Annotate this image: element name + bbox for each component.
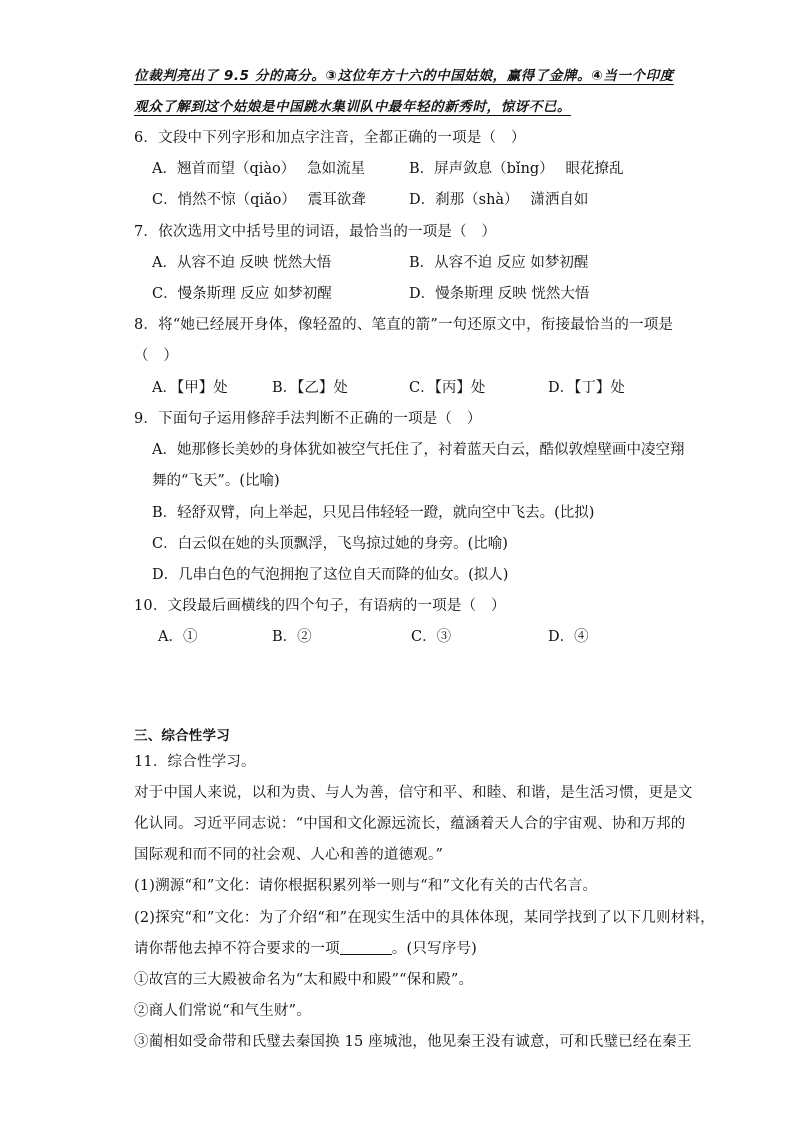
q8-option-b[interactable]: B．【乙】处 <box>272 380 348 396</box>
q11-paragraph-line-3: 国际观和而不同的社会观、人心和善的道德观。” <box>134 847 444 863</box>
question-8-stem: 8．将“她已经展开身体，像轻盈的、笔直的箭”一句还原文中，衔接最恰当的一项是 <box>134 317 674 333</box>
q10-option-c[interactable]: C．③ <box>411 629 452 645</box>
q11-subquestion-1: (1)溯源“和”文化：请你根据积累列举一则与“和”文化有关的古代名言。 <box>134 878 598 894</box>
q6-option-a[interactable]: A．翘首而望（qiào） 急如流星 <box>152 161 366 177</box>
q6-option-b[interactable]: B．屏声敛息（bǐng） 眼花撩乱 <box>409 161 624 177</box>
q10-option-a[interactable]: A．① <box>158 629 198 645</box>
q11-subquestion-2: (2)探究“和”文化：为了介绍“和”在现实生活中的具体体现，某同学找到了以下几则材料， <box>134 910 715 926</box>
q9-option-a[interactable]: A．她那修长美妙的身体犹如被空气托住了，衬着蓝天白云，酷似敦煌壁画中凌空翔 <box>152 442 685 458</box>
material-item-2: ②商人们常说“和气生财”。 <box>134 1003 311 1019</box>
q7-option-b[interactable]: B．从容不迫 反应 如梦初醒 <box>409 255 589 271</box>
answer-blank[interactable] <box>340 940 392 955</box>
q10-option-b[interactable]: B．② <box>272 629 312 645</box>
q9-option-a-cont: 舞的“飞天”。(比喻) <box>152 473 280 489</box>
passage-line-2: 观众了解到这个姑娘是中国跳水集训队中最年轻的新秀时，惊讶不已。 <box>134 99 572 115</box>
q10-option-d[interactable]: D．④ <box>548 629 589 645</box>
q7-option-c[interactable]: C．慢条斯理 反应 如梦初醒 <box>152 286 332 302</box>
passage-line-1: 位裁判亮出了 9.5 分的高分。③这位年方十六的中国姑娘，赢得了金牌。④当一个印度 <box>134 68 674 84</box>
q6-option-d[interactable]: D．刹那（shà） 潇洒自如 <box>409 192 589 208</box>
q8-option-a[interactable]: A．【甲】处 <box>152 380 228 396</box>
q9-option-b[interactable]: B．轻舒双臂，向上举起，只见吕伟轻轻一蹬，就向空中飞去。(比拟) <box>152 505 595 521</box>
question-8-stem-cont: （ ） <box>134 348 179 364</box>
question-9-stem: 9．下面句子运用修辞手法判断不正确的一项是（ ） <box>134 411 482 427</box>
material-item-1: ①故宫的三大殿被命名为“太和殿中和殿”“保和殿”。 <box>134 972 474 988</box>
q8-option-c[interactable]: C．【丙】处 <box>409 380 486 396</box>
q11-paragraph-line-2: 化认同。习近平同志说：“中国和文化源远流长，蕴涵着天人合的宇宙观、协和万邦的 <box>134 816 686 832</box>
question-11-stem: 11．综合性学习。 <box>134 754 256 770</box>
question-10-stem: 10．文段最后画横线的四个句子，有语病的一项是（ ） <box>134 598 506 614</box>
q9-option-d[interactable]: D．几串白色的气泡拥抱了这位自天而降的仙女。(拟人) <box>152 567 509 583</box>
q7-option-d[interactable]: D．慢条斯理 反映 恍然大悟 <box>409 286 590 302</box>
q11-sub2-text: 请你帮他去掉不符合要求的一项 <box>134 941 340 957</box>
q9-option-c[interactable]: C．白云似在她的头顶飘浮，飞鸟掠过她的身旁。(比喻) <box>152 536 508 552</box>
q11-sub2-suffix: 。(只写序号) <box>391 941 478 957</box>
q11-paragraph-line-1: 对于中国人来说，以和为贵、与人为善，信守和平、和睦、和谐，是生活习惯，更是文 <box>134 785 693 801</box>
q8-option-d[interactable]: D．【丁】处 <box>548 380 625 396</box>
q7-option-a[interactable]: A．从容不迫 反映 恍然大悟 <box>152 255 332 271</box>
question-6-stem: 6．文段中下列字形和加点字注音，全都正确的一项是（ ） <box>134 130 526 146</box>
material-item-3: ③蔺相如受命带和氏璧去秦国换 15 座城池，他见秦王没有诚意，可和氏璧已经在秦王 <box>134 1034 692 1050</box>
section-heading: 三、综合性学习 <box>134 728 230 744</box>
question-7-stem: 7．依次选用文中括号里的词语，最恰当的一项是（ ） <box>134 224 497 240</box>
q6-option-c[interactable]: C．悄然不惊（qiǎo） 震耳欲聋 <box>152 192 366 208</box>
q11-subquestion-2-cont <box>134 939 477 959</box>
